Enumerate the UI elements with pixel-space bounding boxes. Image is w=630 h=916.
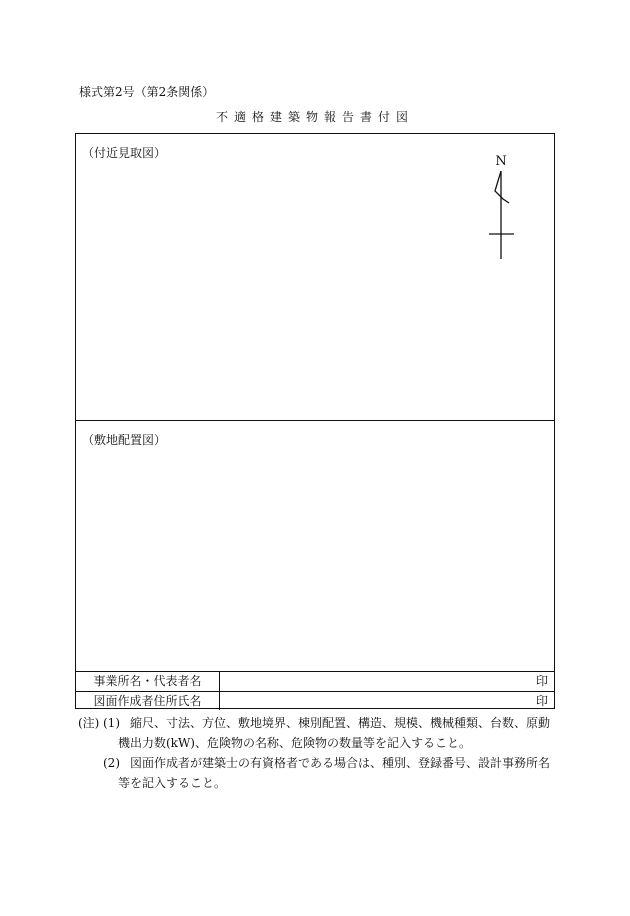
drafter-name-label: 図面作成者住所氏名: [76, 692, 220, 711]
drawing-frame: [75, 133, 555, 709]
note-number: (1): [103, 716, 120, 730]
note-text: 等を記入すること。: [118, 776, 227, 790]
note-text: 縮尺、寸法、方位、敷地境界、棟別配置、構造、規模、機械種類、台数、原動: [130, 716, 551, 730]
vicinity-map-section: [76, 134, 554, 421]
note-text: 図面作成者が建築士の有資格者である場合は、種別、登録番号、設計事務所名: [130, 756, 551, 770]
north-arrow-icon: [481, 151, 521, 271]
signature-row-business: [76, 672, 554, 691]
signature-row-drafter: [76, 691, 554, 711]
note-text: 機出力数(kW)、危険物の名称、危険物の数量等を記入すること。: [118, 736, 471, 750]
form-number: 様式第2号（第2条関係）: [79, 85, 215, 99]
vicinity-map-label: （付近見取図）: [82, 146, 167, 160]
document-title: 不適格建築物報告書付図: [215, 110, 414, 124]
notes-prefix: (注): [78, 716, 100, 730]
signature-table: [76, 671, 554, 709]
site-layout-section: [76, 421, 554, 671]
seal-mark: 印: [535, 693, 548, 708]
note-number: (2): [103, 756, 120, 770]
site-layout-label: （敷地配置図）: [82, 433, 167, 447]
business-name-label: 事業所名・代表者名: [76, 672, 220, 691]
compass-north-label: N: [495, 154, 507, 169]
seal-mark: 印: [535, 674, 548, 688]
